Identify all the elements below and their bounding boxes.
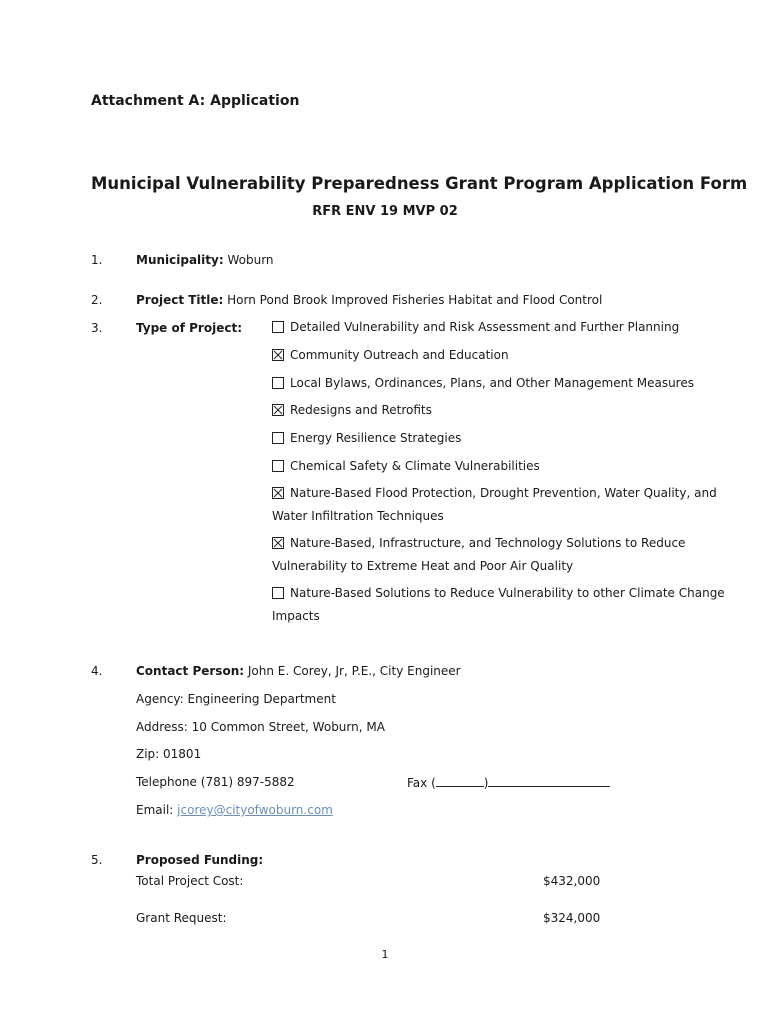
project-title-field — [136, 293, 602, 307]
contact-person-label: Contact Person: — [136, 664, 245, 678]
project-type-text-1: Detailed Vulnerability and Risk Assessment and Further Planning — [290, 320, 680, 334]
checkbox-1[interactable] — [272, 321, 284, 333]
project-type-text-3: Local Bylaws, Ordinances, Plans, and Other Management Measures — [290, 376, 694, 390]
checkbox-3[interactable] — [272, 377, 284, 389]
email-field — [136, 803, 333, 817]
project-title-label: Project Title: — [136, 293, 224, 307]
rfr-number: RFR ENV 19 MVP 02 — [312, 204, 458, 219]
zip: Zip: 01801 — [136, 747, 202, 761]
contact-person-field — [136, 664, 461, 678]
project-type-option-4 — [272, 403, 432, 417]
checkbox-7[interactable] — [272, 487, 284, 499]
item-number-3: 3. — [91, 321, 103, 335]
project-type-text-9: Nature-Based Solutions to Reduce Vulnerability to other Climate Change — [290, 586, 725, 600]
checkbox-2[interactable] — [272, 349, 284, 361]
telephone: Telephone (781) 897-5882 — [136, 775, 295, 789]
address: Address: 10 Common Street, Woburn, MA — [136, 720, 385, 734]
fax-label: Fax ( — [407, 776, 436, 790]
project-type-text-2: Community Outreach and Education — [290, 348, 509, 362]
fax-area-code-line[interactable] — [436, 775, 484, 787]
project-type-option-3 — [272, 376, 694, 390]
checkbox-6[interactable] — [272, 460, 284, 472]
contact-person-value: John E. Corey, Jr, P.E., City Engineer — [247, 664, 461, 678]
item-number-1: 1. — [91, 253, 103, 267]
fax-field — [407, 775, 610, 790]
project-type-text-6: Chemical Safety & Climate Vulnerabilities — [290, 459, 540, 473]
item-number-4: 4. — [91, 664, 103, 678]
page-number: 1 — [381, 948, 389, 961]
checkbox-4[interactable] — [272, 404, 284, 416]
email-link[interactable]: jcorey@cityofwoburn.com — [177, 803, 333, 817]
fax-number-line[interactable] — [488, 775, 610, 787]
checkbox-8[interactable] — [272, 537, 284, 549]
municipality-field — [136, 253, 274, 267]
fax-paren: ) — [483, 776, 489, 790]
project-type-label: Type of Project: — [136, 321, 242, 335]
item-number-2: 2. — [91, 293, 103, 307]
project-type-option-6 — [272, 459, 540, 473]
grant-request-label: Grant Request: — [136, 911, 227, 925]
project-type-option-5 — [272, 431, 461, 445]
grant-request-value: $324,000 — [543, 911, 601, 925]
email-label: Email: — [136, 803, 174, 817]
project-type-text-7-cont: Water Infiltration Techniques — [272, 509, 444, 523]
project-type-text-5: Energy Resilience Strategies — [290, 431, 462, 445]
agency: Agency: Engineering Department — [136, 692, 336, 706]
attachment-heading: Attachment A: Application — [91, 93, 300, 109]
total-cost-value: $432,000 — [543, 874, 601, 888]
project-type-text-8-cont: Vulnerability to Extreme Heat and Poor Air Quality — [272, 559, 574, 573]
item-number-5: 5. — [91, 853, 103, 867]
project-type-text-4: Redesigns and Retrofits — [290, 403, 432, 417]
project-type-option-8 — [272, 536, 685, 550]
checkbox-9[interactable] — [272, 587, 284, 599]
project-type-option-7 — [272, 486, 717, 500]
page-title: Municipal Vulnerability Preparedness Grant Program Application Form — [91, 174, 748, 193]
project-type-option-2 — [272, 348, 509, 362]
project-type-text-9-cont: Impacts — [272, 609, 320, 623]
proposed-funding-label: Proposed Funding: — [136, 853, 264, 867]
project-title-value: Horn Pond Brook Improved Fisheries Habitat and Flood Control — [227, 293, 603, 307]
checkbox-5[interactable] — [272, 432, 284, 444]
project-type-text-7: Nature-Based Flood Protection, Drought Prevention, Water Quality, and — [290, 486, 717, 500]
project-type-option-1 — [272, 320, 679, 334]
total-cost-label: Total Project Cost: — [136, 874, 244, 888]
project-type-text-8: Nature-Based, Infrastructure, and Technology Solutions to Reduce — [290, 536, 686, 550]
project-type-option-9 — [272, 586, 725, 600]
municipality-value: Woburn — [227, 253, 274, 267]
municipality-label: Municipality: — [136, 253, 224, 267]
